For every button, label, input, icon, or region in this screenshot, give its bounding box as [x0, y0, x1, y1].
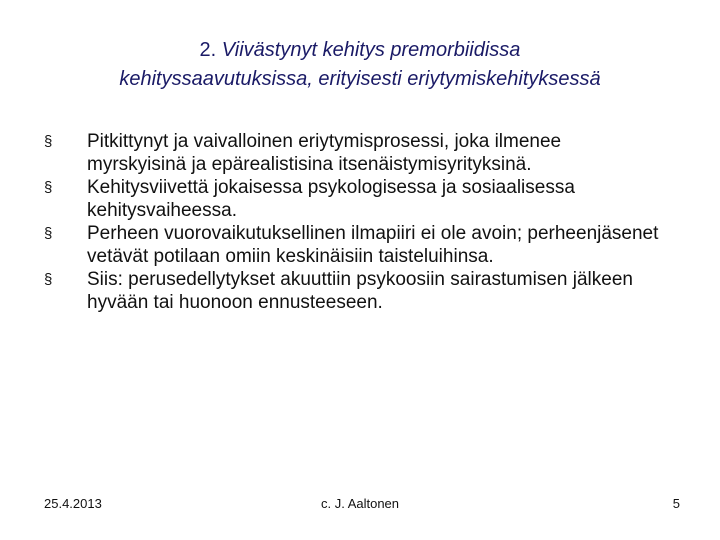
- bullet-text: Kehitysviivettä jokaisessa psykologisessa ja sosiaalisessa kehitysvaiheessa.: [87, 177, 575, 221]
- slide-title: [20, 36, 700, 94]
- list-item: [44, 222, 664, 268]
- bullet-list: [44, 130, 664, 314]
- bullet-marker-icon: §: [44, 179, 53, 196]
- page-number: 5: [672, 496, 680, 511]
- bullet-marker-icon: §: [44, 133, 53, 150]
- bullet-marker-icon: §: [44, 225, 53, 242]
- bullet-text: Pitkittynyt ja vaivalloinen eriytymisprosessi, joka ilmenee myrskyisinä ja epärealistisina itsenäistymisyrityksinä.: [87, 131, 562, 175]
- bullet-text: Perheen vuorovaikutuksellinen ilmapiiri ei ole avoin; perheenjäsenet vetävät potilaan omiin keskinäisiin taisteluihinsa.: [87, 223, 659, 267]
- list-item: [44, 268, 664, 314]
- footer-date: 25.4.2013: [44, 496, 102, 511]
- title-line-1: Viivästynyt kehitys premorbiidissa: [221, 39, 521, 61]
- bullet-marker-icon: §: [44, 271, 53, 288]
- list-item: [44, 130, 664, 176]
- footer-author: c. J. Aaltonen: [320, 496, 400, 511]
- title-number: 2.: [199, 39, 217, 61]
- bullet-text: Siis: perusedellytykset akuuttiin psykoosiin sairastumisen jälkeen hyvään tai huonoon ennusteeseen.: [87, 269, 633, 313]
- title-line-2: kehityssaavutuksissa, erityisesti eriytymiskehityksessä: [119, 68, 601, 90]
- list-item: [44, 176, 664, 222]
